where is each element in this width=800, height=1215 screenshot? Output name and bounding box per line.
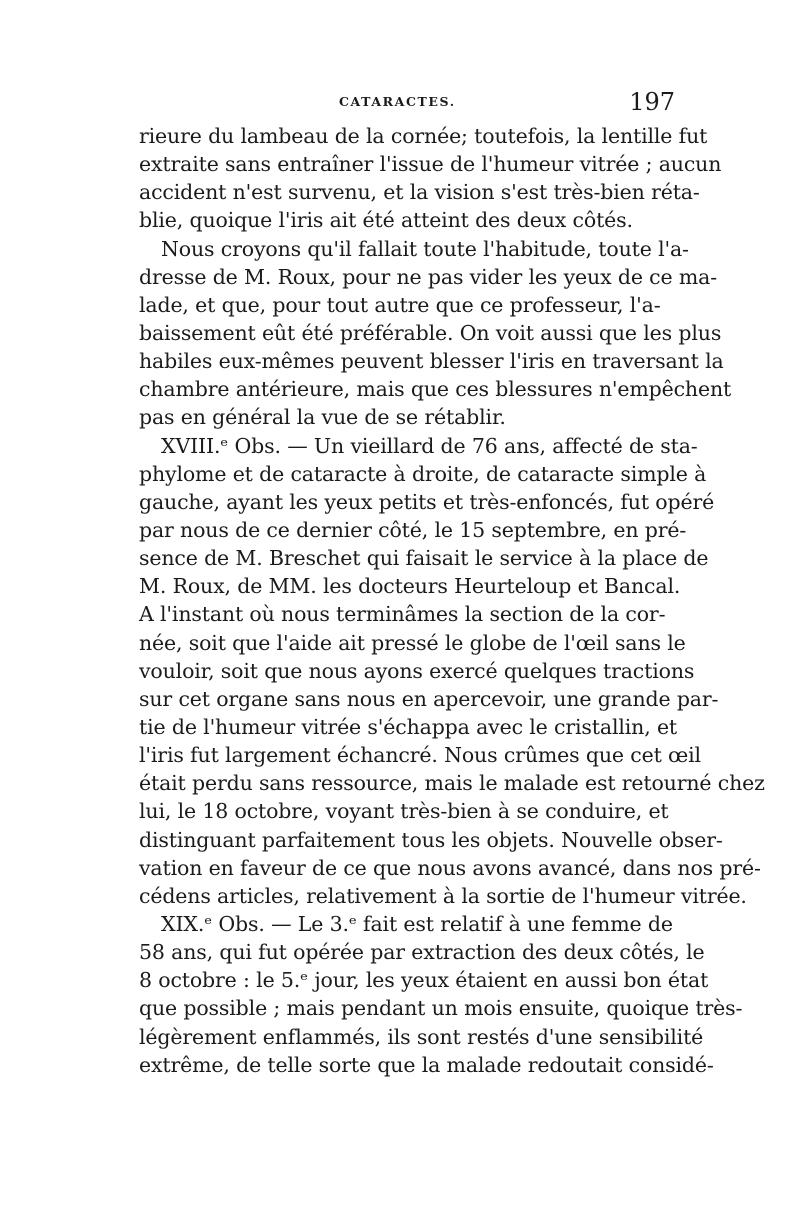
text-line: que possible ; mais pendant un mois ensuite, quoique très- [139,996,743,1021]
text-line: vation en faveur de ce que nous avons avancé, dans nos pré- [139,855,761,880]
text-line: sur cet organe sans nous en apercevoir, une grande par- [139,686,719,711]
text-line: chambre antérieure, mais que ces blessures n'empêchent [139,377,732,402]
text-line: A l'instant où nous terminâmes la section de la cor- [139,602,666,627]
text-line: extrême, de telle sorte que la malade redoutait considé- [139,1052,714,1077]
text-line: lade, et que, pour tout autre que ce professeur, l'a- [139,292,661,317]
text-line: dresse de M. Roux, pour ne pas vider les yeux de ce ma- [139,264,717,289]
text-line: 58 ans, qui fut opérée par extraction des deux côtés, le [139,940,705,965]
text-line: était perdu sans ressource, mais le malade est retourné chez [139,771,765,796]
text-line: distinguant parfaitement tous les objets. Nouvelle obser- [139,827,723,852]
body-text [139,122,765,1079]
text-line: XIX.ᵉ Obs. — Le 3.ᵉ fait est relatif à une femme de [161,911,673,936]
text-line: par nous de ce dernier côté, le 15 septembre, en pré- [139,517,687,542]
text-line: blie, quoique l'iris ait été atteint des deux côtés. [139,208,633,233]
page-number: 197 [629,88,675,116]
text-line: 8 octobre : le 5.ᵉ jour, les yeux étaient en aussi bon état [139,968,709,993]
text-line: née, soit que l'aide ait pressé le globe de l'œil sans le [139,630,686,655]
text-line: phylome et de cataracte à droite, de cataracte simple à [139,461,707,486]
text-line: extraite sans entraîner l'issue de l'humeur vitrée ; aucun [139,152,722,177]
text-line: rieure du lambeau de la cornée; toutefois, la lentille fut [139,124,708,148]
page-header [139,88,679,118]
text-line: gauche, ayant les yeux petits et très-enfoncés, fut opéré [139,489,715,514]
text-line: Nous croyons qu'il fallait toute l'habitude, toute l'a- [161,236,689,261]
text-line: accident n'est survenu, et la vision s'est très-bien réta- [139,180,700,205]
running-head: CATARACTES. [339,94,456,109]
text-line: baissement eût été préférable. On voit aussi que les plus [139,320,722,345]
text-line: sence de M. Breschet qui faisait le service à la place de [139,546,709,571]
text-line: légèrement enflammés, ils sont restés d'une sensibilité [139,1024,704,1049]
text-line: vouloir, soit que nous ayons exercé quelques tractions [139,658,695,683]
text-line: M. Roux, de MM. les docteurs Heurteloup et Bancal. [139,574,681,599]
text-line: l'iris fut largement échancré. Nous crûmes que cet œil [139,743,701,768]
text-line: lui, le 18 octobre, voyant très-bien à se conduire, et [139,799,669,824]
text-line: XVIII.ᵉ Obs. — Un vieillard de 76 ans, affecté de sta- [161,433,698,458]
text-line: cédens articles, relativement à la sortie de l'humeur vitrée. [139,883,747,908]
text-line: pas en général la vue de se rétablir. [139,405,506,430]
text-line: habiles eux-mêmes peuvent blesser l'iris en traversant la [139,349,724,374]
text-line: tie de l'humeur vitrée s'échappa avec le cristallin, et [139,714,678,739]
